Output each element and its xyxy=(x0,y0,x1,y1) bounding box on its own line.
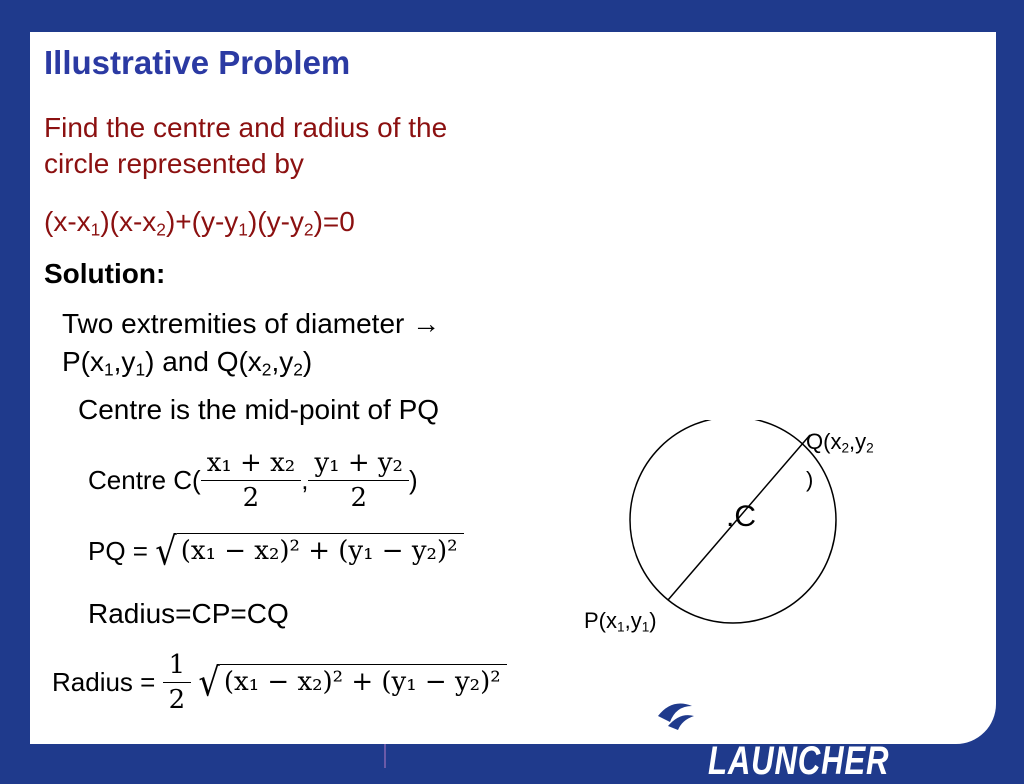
centre-formula: Centre C( $\frac{\text{x₁ + x₂}}{2}$ , $\frac{\text{y₁ + y₂}}{2}$ ) xyxy=(88,448,418,513)
p-point-label: $P(x_1,y_1)$ xyxy=(584,608,657,635)
career-launcher-logo-icon xyxy=(650,692,700,736)
radius-text: Radius=CP=CQ xyxy=(88,598,289,629)
q-point-label: $Q(x_2,y_2$ ) xyxy=(806,429,874,493)
extremities-line-2: $P(x_1,y_1)$ and $Q(x_2,y_2)$ xyxy=(62,346,313,380)
brand-name: CAREER LAUNCHER xyxy=(708,694,890,783)
problem-line-2: circle represented by xyxy=(44,148,304,179)
problem-line-1: Find the centre and radius of the xyxy=(44,112,448,143)
midpoint-text: Centre is the mid-point of PQ xyxy=(78,394,440,425)
slide-title: Illustrative Problem xyxy=(44,44,351,81)
solution-label: Solution: xyxy=(44,258,166,289)
radius-formula: Radius = $\frac{1}{2}$ √ (x₁ − x₂)² + (y₁ − y₂)² xyxy=(52,650,507,715)
circle-equation: $(x-x_1)(x-x_2)+(y-y_1)(y-y_2)=0$ xyxy=(44,206,355,240)
pq-formula: PQ = √ (x₁ − x₂)² + (y₁ − y₂)² xyxy=(88,532,464,571)
extremities-line-1: Two extremities of diameter → xyxy=(62,308,441,339)
centre-point-label: .C xyxy=(726,500,756,533)
